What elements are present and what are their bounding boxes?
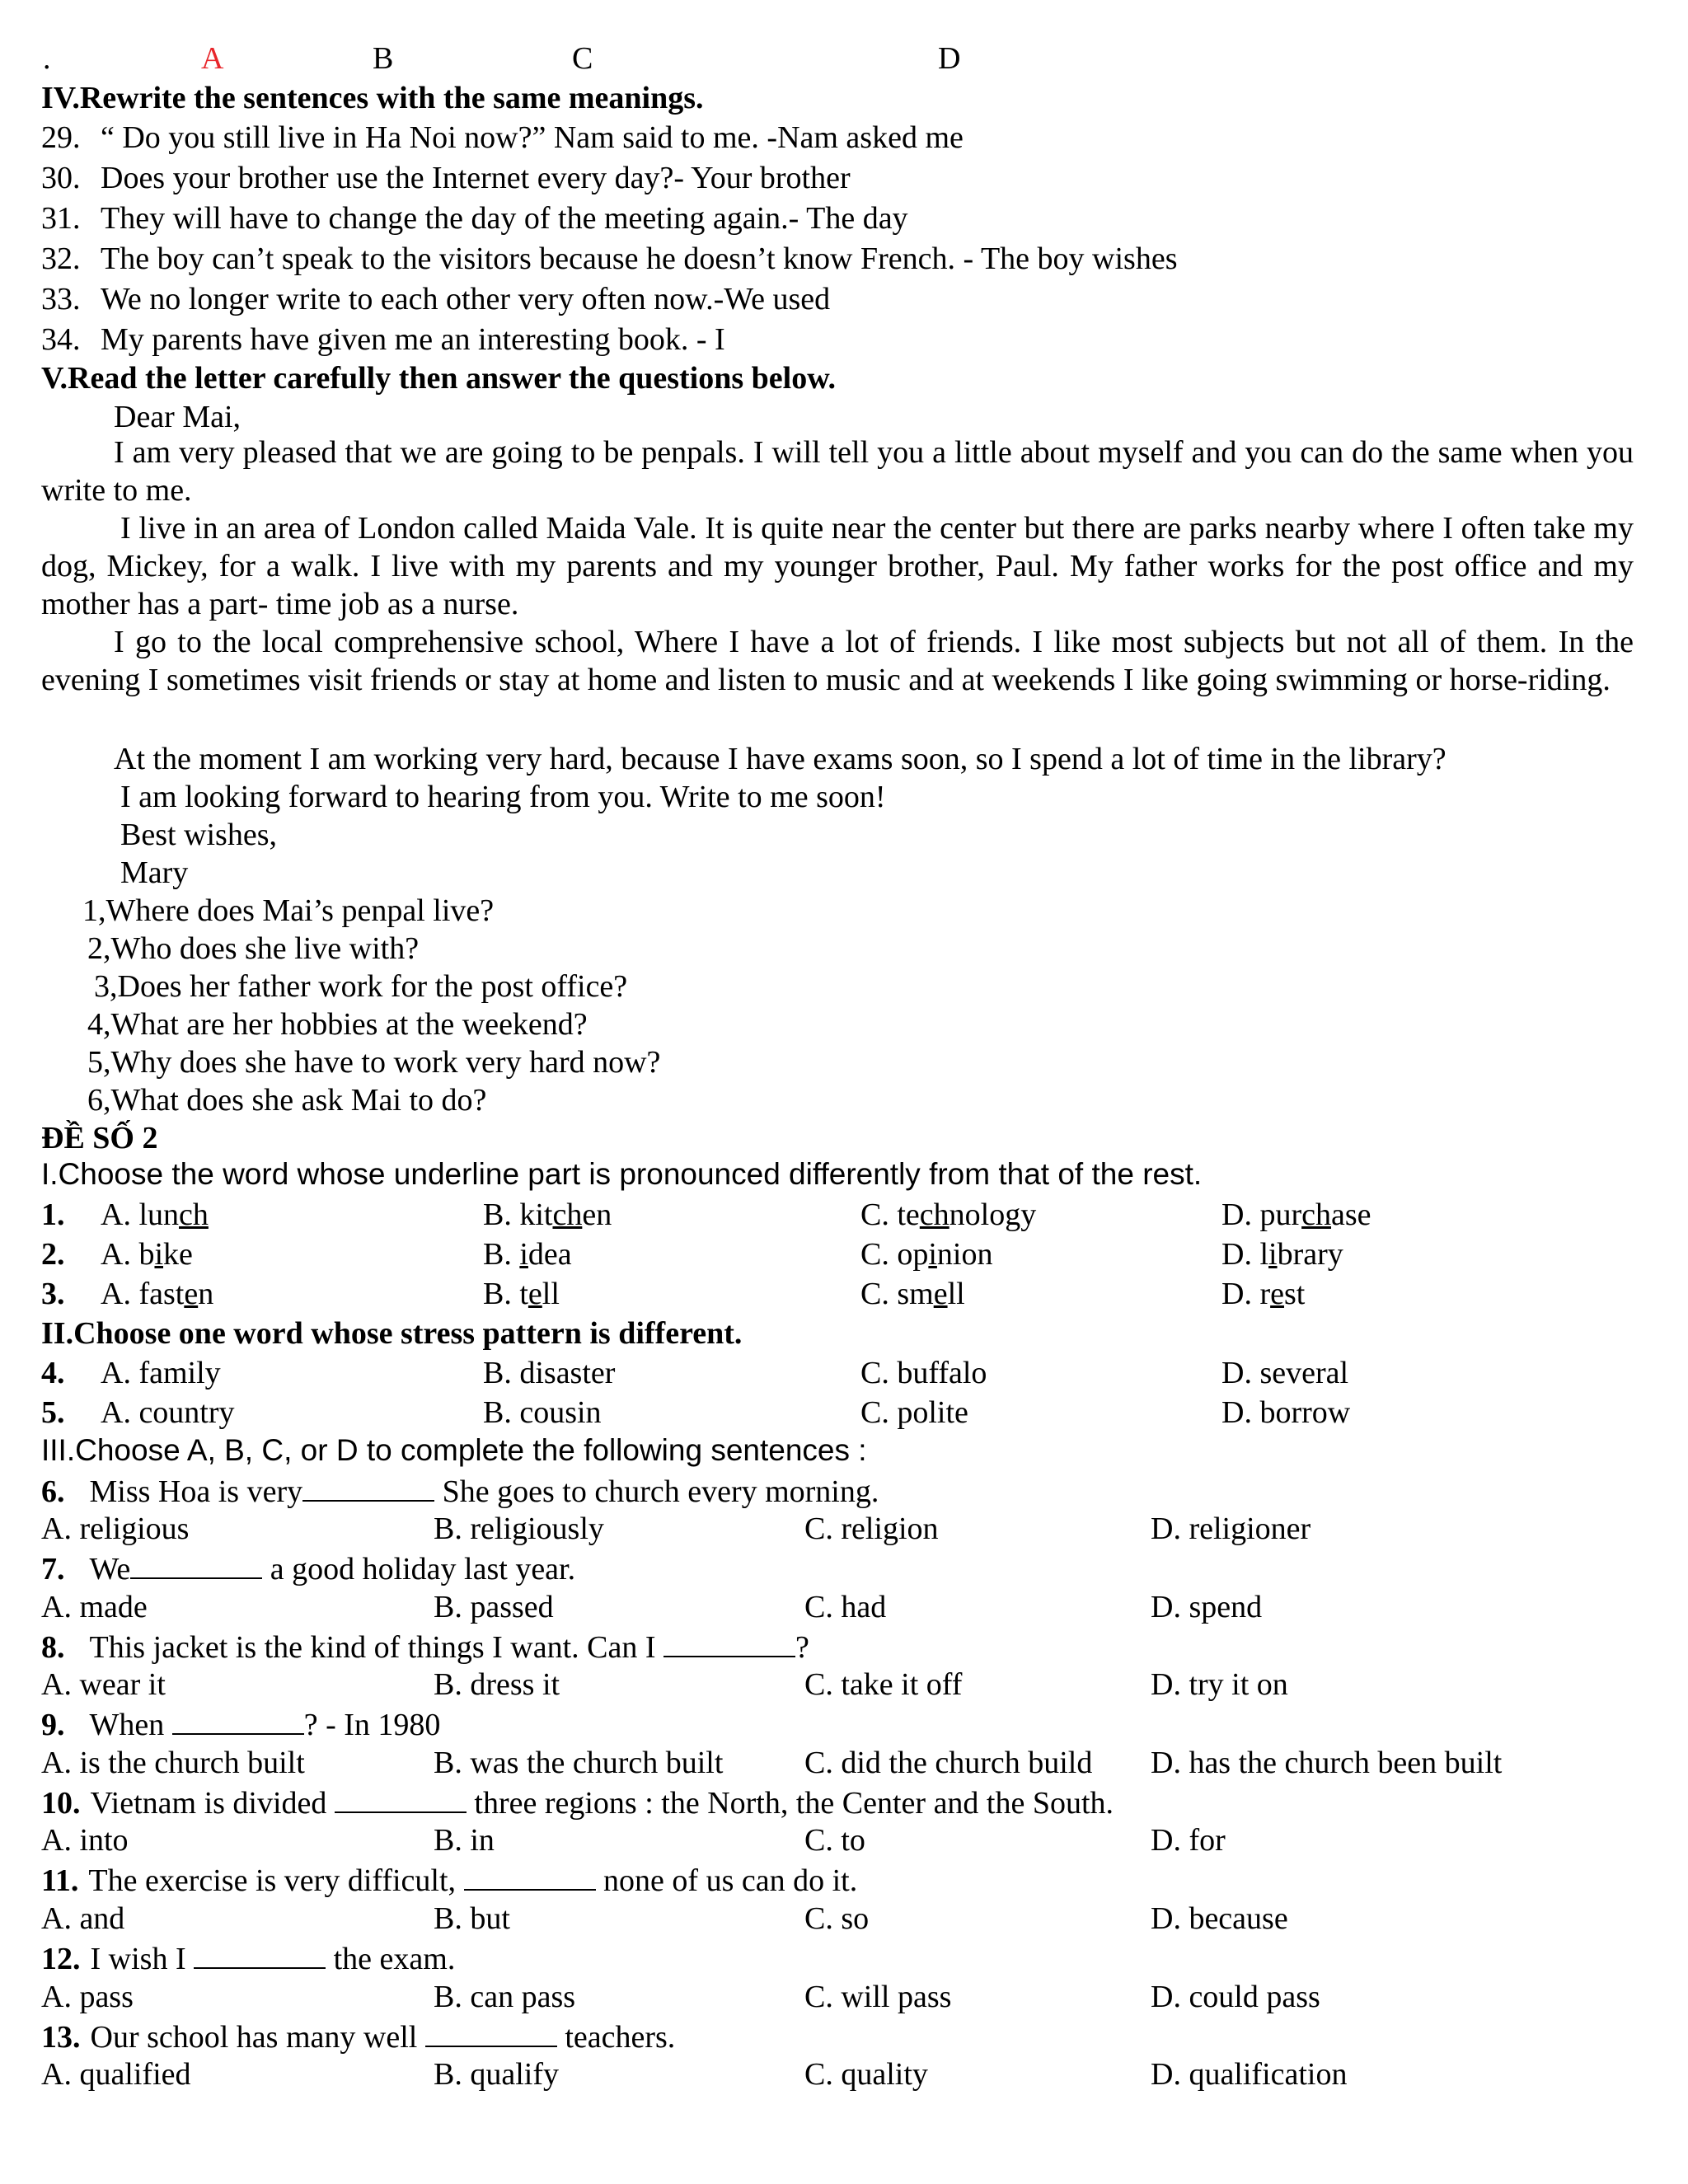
option-d: D. could pass: [1151, 1980, 1320, 2014]
answer-blank: [130, 1553, 262, 1579]
item-number: 32.: [41, 241, 81, 276]
answer-blank: [663, 1631, 795, 1657]
option-text: ke: [163, 1237, 193, 1272]
question-number: 9.: [41, 1708, 65, 1742]
option-b: [483, 1239, 572, 1270]
stem-before: When: [89, 1708, 172, 1742]
item-number: 30.: [41, 161, 81, 195]
option-c: C. polite: [860, 1395, 968, 1430]
header-dot: .: [43, 41, 51, 76]
option-d: D. qualification: [1151, 2057, 1348, 2092]
option-a: A. is the church built: [41, 1746, 305, 1780]
question-number: 7.: [41, 1552, 65, 1586]
letter-paragraph-4: At the moment I am working very hard, because I have exams soon, so I spend a lot of time in the library?: [114, 742, 1447, 776]
option-d: D. religioner: [1151, 1511, 1311, 1546]
stem-before: Our school has many well: [90, 2020, 425, 2055]
option-c: C. had: [804, 1590, 887, 1624]
underlined-sound: ch: [919, 1197, 950, 1232]
option-d: D. has the church been built: [1151, 1746, 1503, 1780]
answer-c-label: C: [572, 41, 593, 76]
option-a: A. family: [101, 1356, 221, 1390]
part-iii-title: III.Choose A, B, C, or D to complete the following sentences :: [41, 1433, 867, 1467]
option-text: brary: [1277, 1237, 1343, 1272]
question-number: 11.: [41, 1863, 79, 1898]
stem-after: the exam.: [326, 1942, 456, 1976]
stem-after: teachers.: [556, 2020, 676, 2055]
letter-paragraph-3: I go to the local comprehensive school, Where I have a lot of friends. I like most subjects but not all of them. In the evening I sometimes visit friends or stay at home and listen to music and at weekends I like going swimming or horse-riding.: [41, 625, 1634, 697]
option-text: ll: [947, 1277, 965, 1311]
option-a: A. pass: [41, 1980, 134, 2014]
stem-after: a good holiday last year.: [262, 1552, 576, 1586]
question-stem: [41, 1943, 455, 1975]
question-number: 13.: [41, 2020, 81, 2055]
item-number: 33.: [41, 282, 81, 316]
option-text: B. t: [483, 1277, 528, 1311]
option-text: A. b: [101, 1237, 155, 1272]
underlined-sound: ch: [1301, 1197, 1331, 1232]
option-c: C. quality: [804, 2057, 928, 2092]
option-a: A. religious: [41, 1511, 190, 1546]
option-c: C. so: [804, 1901, 870, 1936]
question-stem: [41, 1787, 1114, 1819]
option-b: B. was the church built: [434, 1746, 724, 1780]
item-text: The boy can’t speak to the visitors because he doesn’t know French. - The boy wishes: [101, 241, 1178, 276]
answer-blank: [335, 1787, 467, 1813]
option-b: B. dress it: [434, 1667, 560, 1702]
underlined-sound: i: [928, 1237, 937, 1272]
option-d: D. for: [1151, 1823, 1226, 1858]
question-item: 3,Does her father work for the post office?: [94, 969, 628, 1004]
option-c: [860, 1278, 965, 1310]
option-c: C. did the church build: [804, 1746, 1093, 1780]
option-b: [483, 1199, 612, 1230]
stem-before: This jacket is the kind of things I want. Can I: [89, 1630, 664, 1665]
option-text: A. lun: [101, 1197, 179, 1232]
option-b: B. passed: [434, 1590, 554, 1624]
answer-blank: [302, 1475, 434, 1502]
underlined-sound: e: [528, 1277, 542, 1311]
option-d: D. because: [1151, 1901, 1288, 1936]
question-stem: [41, 1553, 575, 1585]
option-b: B. disaster: [483, 1356, 616, 1390]
option-a: A. qualified: [41, 2057, 191, 2092]
letter-paragraph-5: I am looking forward to hearing from you. Write to me soon!: [120, 780, 886, 814]
option-text: C. sm: [860, 1277, 934, 1311]
option-a: A. country: [101, 1395, 235, 1430]
underlined-sound: i: [1268, 1237, 1278, 1272]
option-b: B. religiously: [434, 1511, 604, 1546]
answer-a-label: A: [201, 41, 224, 76]
answer-blank: [425, 2021, 557, 2047]
question-stem: [41, 1475, 879, 1507]
question-number: 10.: [41, 1786, 81, 1821]
underlined-sound: i: [154, 1237, 164, 1272]
answer-d-label: D: [938, 41, 961, 76]
option-a: A. into: [41, 1823, 129, 1858]
question-stem: [41, 1864, 857, 1896]
answer-b-label: B: [373, 41, 394, 76]
option-d: D. several: [1221, 1356, 1349, 1390]
stem-before: Vietnam is divided: [90, 1786, 335, 1821]
option-a: A. and: [41, 1901, 125, 1936]
option-d: [1221, 1239, 1343, 1270]
option-d: [1221, 1199, 1372, 1230]
stem-after: She goes to church every morning.: [434, 1474, 879, 1509]
option-text: B. kit: [483, 1197, 553, 1232]
item-text: Does your brother use the Internet every day?- Your brother: [101, 161, 851, 195]
question-item: 2,Who does she live with?: [87, 931, 420, 966]
answer-blank: [194, 1943, 326, 1969]
part-ii-title: II.Choose one word whose stress pattern is different.: [41, 1316, 743, 1351]
option-b: B. qualify: [434, 2057, 559, 2092]
letter-signature: Mary: [120, 855, 189, 890]
option-text: D. pur: [1221, 1197, 1302, 1232]
option-text: nology: [949, 1197, 1037, 1232]
option-a: [101, 1239, 193, 1270]
stem-after: three regions : the North, the Center and the South.: [466, 1786, 1114, 1821]
question-number: 12.: [41, 1942, 81, 1976]
stem-before: The exercise is very difficult,: [88, 1863, 464, 1898]
question-number: 5.: [41, 1395, 65, 1430]
question-stem: [41, 1708, 440, 1741]
option-a: [101, 1199, 209, 1230]
option-c: C. to: [804, 1823, 865, 1858]
stem-before: Miss Hoa is very: [89, 1474, 303, 1509]
stem-before: I wish I: [90, 1942, 195, 1976]
option-text: ll: [542, 1277, 560, 1311]
option-text: ase: [1330, 1197, 1372, 1232]
option-c: C. religion: [804, 1511, 939, 1546]
option-a: A. wear it: [41, 1667, 166, 1702]
item-text: We no longer write to each other very often now.-We used: [101, 282, 831, 316]
option-text: D. r: [1221, 1277, 1271, 1311]
option-text: A. fast: [101, 1277, 185, 1311]
option-text: nion: [936, 1237, 993, 1272]
underlined-sound: e: [1270, 1277, 1284, 1311]
item-text: “ Do you still live in Ha Noi now?” Nam said to me. -Nam asked me: [101, 120, 964, 155]
question-number: 3.: [41, 1277, 65, 1311]
part-i-title: I.Choose the word whose underline part is pronounced differently from that of the rest.: [41, 1157, 1203, 1191]
option-c: C. buffalo: [860, 1356, 987, 1390]
option-a: [101, 1278, 213, 1310]
option-c: C. take it off: [804, 1667, 963, 1702]
question-stem: [41, 1631, 809, 1663]
item-number: 34.: [41, 322, 81, 357]
option-text: B.: [483, 1237, 520, 1272]
option-text: D. l: [1221, 1237, 1268, 1272]
option-c: [860, 1199, 1036, 1230]
question-number: 1.: [41, 1197, 65, 1232]
letter-paragraph-1: I am very pleased that we are going to be penpals. I will tell you a little about myself and you can do the same when you write to me.: [41, 435, 1634, 508]
option-b: B. cousin: [483, 1395, 602, 1430]
underlined-sound: ch: [179, 1197, 209, 1232]
option-b: B. in: [434, 1823, 495, 1858]
option-c: [860, 1239, 992, 1270]
option-text: st: [1283, 1277, 1306, 1311]
option-d: D. borrow: [1221, 1395, 1351, 1430]
letter-closing: Best wishes,: [120, 818, 277, 852]
question-number: 8.: [41, 1630, 65, 1665]
question-item: 1,Where does Mai’s penpal live?: [82, 893, 495, 928]
item-text: My parents have given me an interesting book. - I: [101, 322, 725, 357]
letter-greeting: Dear Mai,: [114, 400, 241, 434]
underlined-sound: i: [519, 1237, 528, 1272]
option-b: B. but: [434, 1901, 510, 1936]
question-item: 6,What does she ask Mai to do?: [87, 1083, 487, 1118]
option-b: B. can pass: [434, 1980, 576, 2014]
answer-blank: [172, 1708, 304, 1735]
option-d: D. try it on: [1151, 1667, 1288, 1702]
section-iv-title: IV.Rewrite the sentences with the same meanings.: [41, 81, 704, 115]
stem-after: ?: [795, 1630, 809, 1665]
test-2-title: ĐỀ SỐ 2: [41, 1121, 158, 1155]
stem-after: none of us can do it.: [595, 1863, 858, 1898]
question-number: 2.: [41, 1237, 65, 1272]
option-text: dea: [528, 1237, 572, 1272]
question-item: 5,Why does she have to work very hard now?: [87, 1045, 661, 1080]
stem-before: We: [89, 1552, 131, 1586]
option-c: C. will pass: [804, 1980, 952, 2014]
item-text: They will have to change the day of the meeting again.- The day: [101, 201, 908, 236]
option-text: C. op: [860, 1237, 929, 1272]
option-a: A. made: [41, 1590, 148, 1624]
underlined-sound: ch: [552, 1197, 583, 1232]
question-number: 4.: [41, 1356, 65, 1390]
stem-after: ? - In 1980: [303, 1708, 441, 1742]
answer-blank: [464, 1864, 596, 1891]
underlined-sound: e: [184, 1277, 199, 1311]
option-d: [1221, 1278, 1305, 1310]
question-item: 4,What are her hobbies at the weekend?: [87, 1007, 588, 1042]
underlined-sound: e: [933, 1277, 948, 1311]
item-number: 29.: [41, 120, 81, 155]
option-d: D. spend: [1151, 1590, 1263, 1624]
question-stem: [41, 2021, 675, 2053]
option-text: n: [198, 1277, 214, 1311]
question-number: 6.: [41, 1474, 65, 1509]
letter-paragraph-2: I live in an area of London called Maida Vale. It is quite near the center but there are parks nearby where I often take my dog, Mickey, for a walk. I live with my parents and my younger brother, Paul. My father works for the post office and my mother has a part- time job as a nurse.: [41, 511, 1634, 621]
section-v-title: V.Read the letter carefully then answer the questions below.: [41, 361, 837, 396]
item-number: 31.: [41, 201, 81, 236]
option-b: [483, 1278, 560, 1310]
option-text: C. te: [860, 1197, 920, 1232]
option-text: en: [582, 1197, 612, 1232]
